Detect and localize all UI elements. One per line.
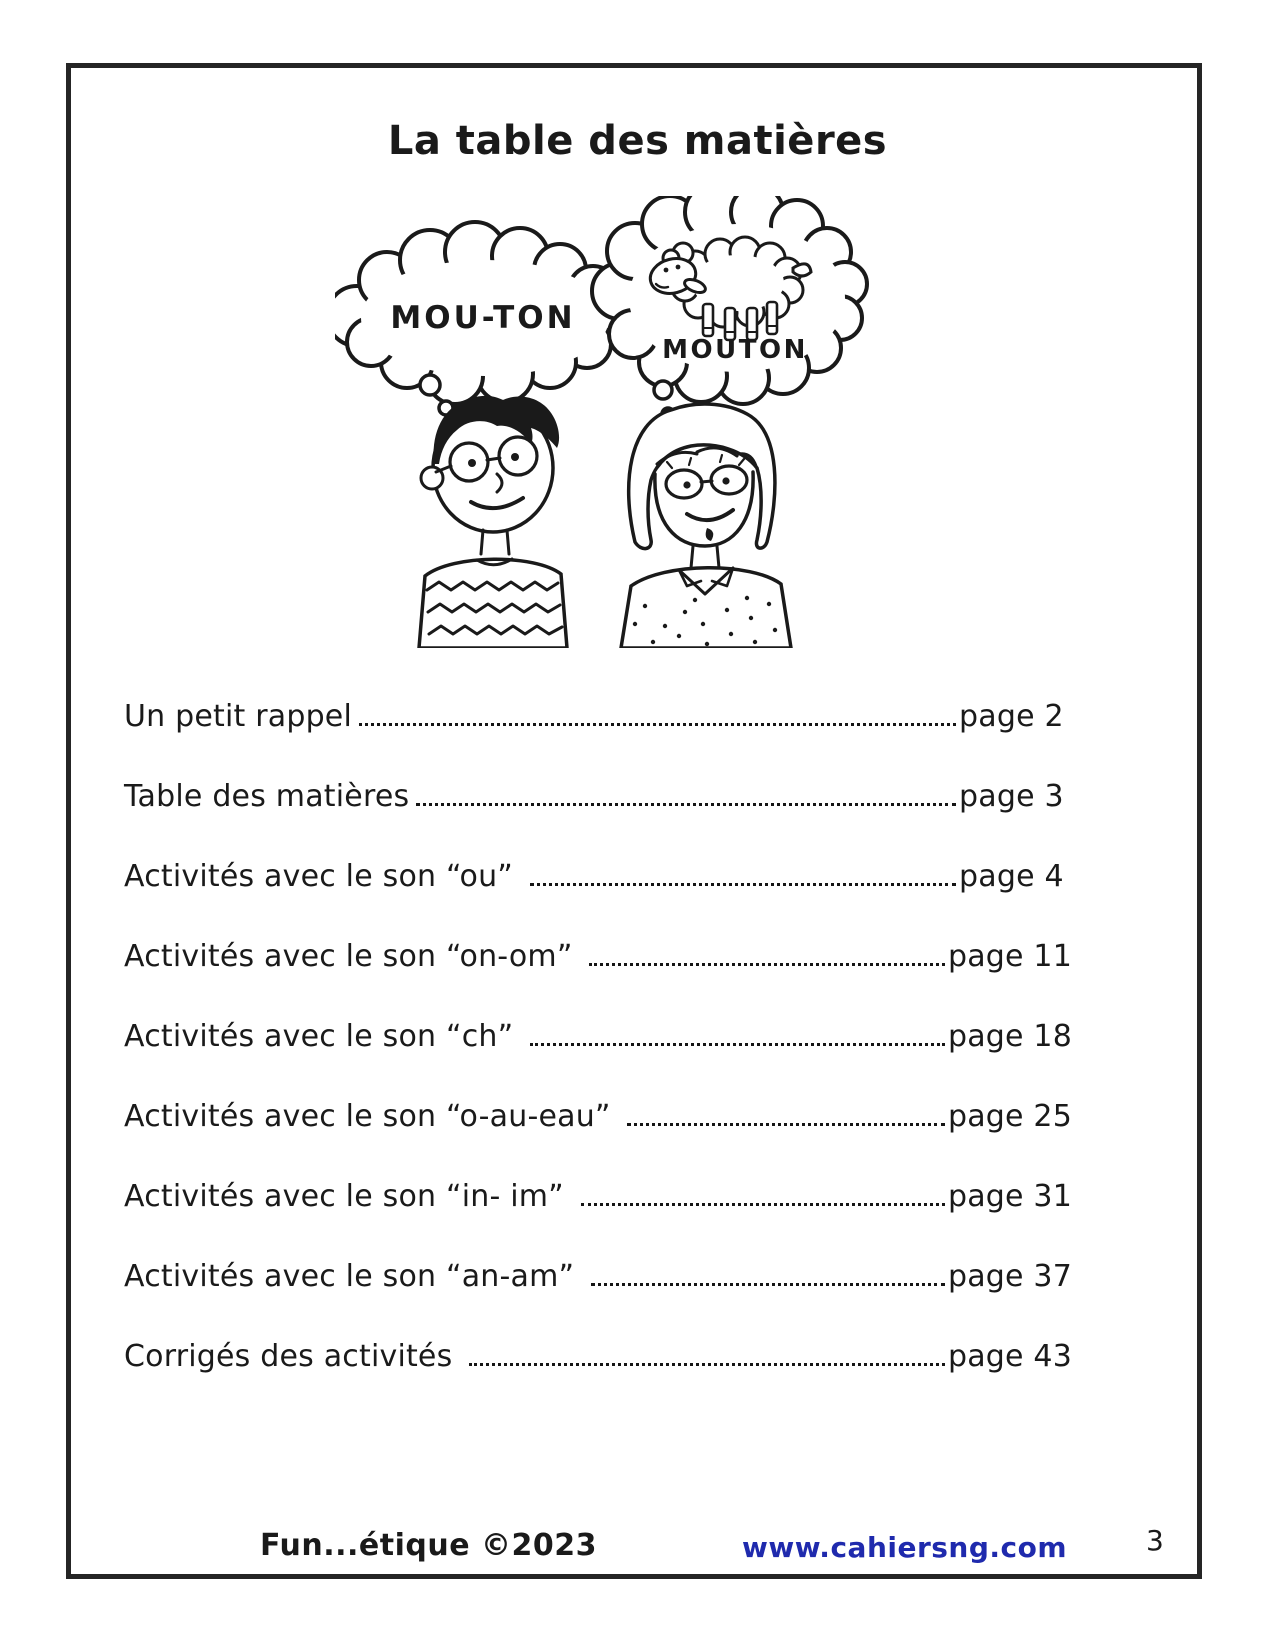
toc-entry bbox=[124, 1179, 1072, 1259]
toc-entry-page: page 25 bbox=[947, 1099, 1072, 1134]
toc-entry-label: Activités avec le son “on-om” bbox=[124, 939, 583, 974]
toc-dot-leader bbox=[530, 883, 956, 886]
toc-entry bbox=[124, 1019, 1072, 1099]
toc-dot-leader bbox=[530, 1043, 945, 1046]
toc-entry-page: page 3 bbox=[959, 779, 1064, 814]
right-bubble-word: MOUTON bbox=[662, 335, 808, 365]
toc-entry bbox=[124, 1259, 1072, 1339]
toc-entry-label: Activités avec le son “ch” bbox=[124, 1019, 524, 1054]
toc-entry-label: Activités avec le son “ou” bbox=[124, 859, 523, 894]
boy-figure bbox=[419, 396, 567, 648]
toc-entry-label: Activités avec le son “in- im” bbox=[124, 1179, 574, 1214]
toc-entry-label: Activités avec le son “o-au-eau” bbox=[124, 1099, 621, 1134]
toc-dot-leader bbox=[591, 1283, 945, 1286]
girl-figure bbox=[621, 404, 791, 648]
page-title: La table des matières bbox=[387, 118, 888, 164]
toc-entry bbox=[124, 859, 1072, 939]
toc-dot-leader bbox=[359, 723, 956, 726]
right-thought-bubble bbox=[592, 196, 867, 439]
toc-entry-page: page 18 bbox=[947, 1019, 1072, 1054]
toc-dot-leader bbox=[581, 1203, 945, 1206]
toc-entry-label: Corrigés des activités bbox=[124, 1339, 463, 1374]
toc-entry bbox=[124, 939, 1072, 1019]
left-bubble-word: MOU-TON bbox=[390, 300, 576, 336]
toc-entry-label: Table des matières bbox=[124, 779, 410, 814]
footer-brand: Fun...étique ©2023 bbox=[260, 1528, 597, 1563]
toc-entry-page: page 4 bbox=[959, 859, 1064, 894]
toc-entry bbox=[124, 779, 1072, 859]
toc-entry-page: page 43 bbox=[947, 1339, 1072, 1374]
toc-entry bbox=[124, 1099, 1072, 1179]
toc-entry-label: Un petit rappel bbox=[124, 699, 352, 734]
toc-entry-page: page 2 bbox=[959, 699, 1064, 734]
footer-website-link[interactable]: www.cahiersng.com bbox=[742, 1531, 1068, 1564]
toc-list bbox=[124, 699, 1072, 1419]
toc-dot-leader bbox=[416, 803, 956, 806]
toc-entry-page: page 31 bbox=[947, 1179, 1072, 1214]
thought-bubbles-illustration bbox=[335, 196, 895, 648]
toc-dot-leader bbox=[627, 1123, 945, 1126]
page-number: 3 bbox=[1146, 1524, 1164, 1557]
toc-entry-page: page 37 bbox=[947, 1259, 1072, 1294]
toc-entry-label: Activités avec le son “an-am” bbox=[124, 1259, 584, 1294]
toc-entry-page: page 11 bbox=[947, 939, 1072, 974]
toc-dot-leader bbox=[589, 963, 945, 966]
toc-dot-leader bbox=[469, 1363, 945, 1366]
toc-entry bbox=[124, 1339, 1072, 1419]
toc-entry bbox=[124, 699, 1072, 779]
